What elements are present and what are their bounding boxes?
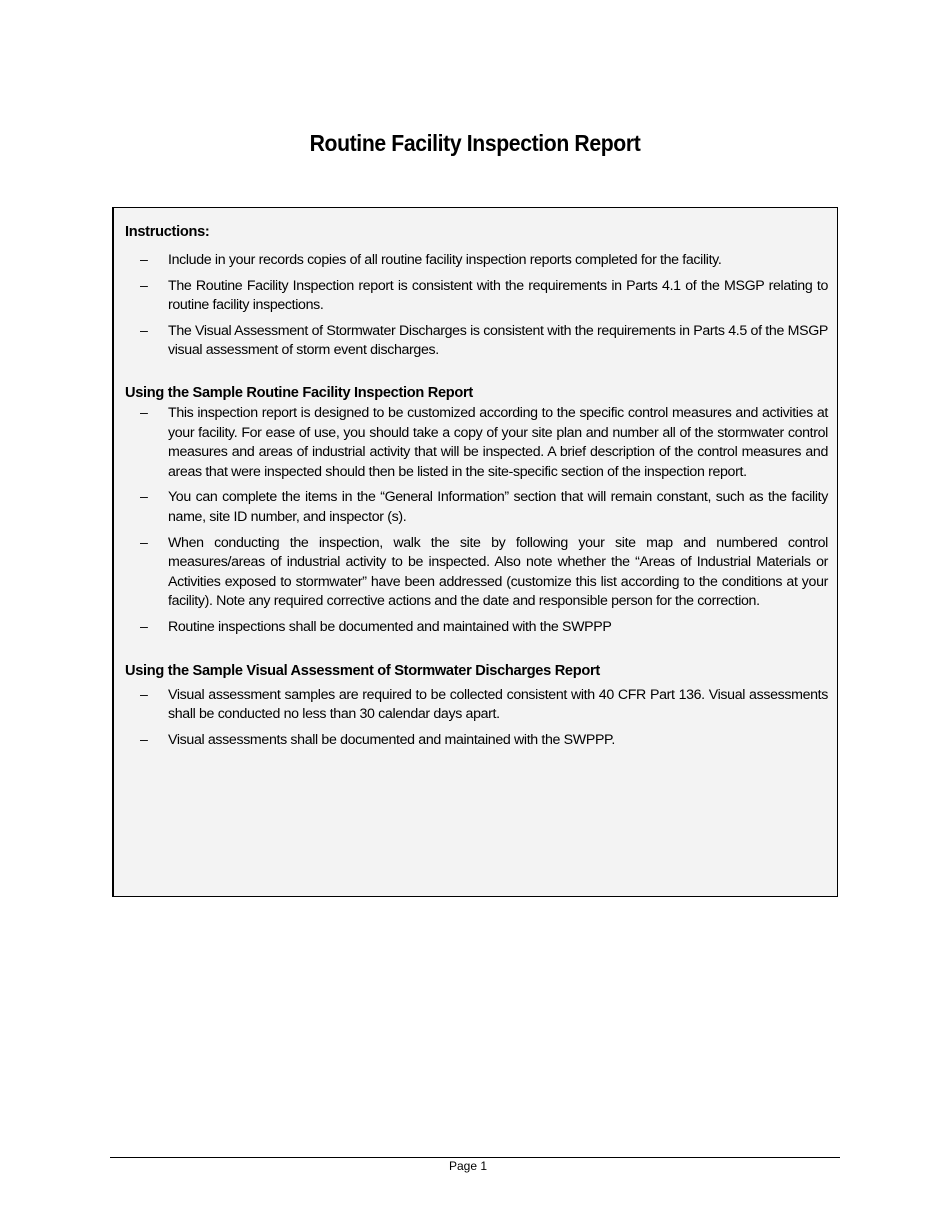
bullet-list [125, 251, 828, 361]
section-instructions [125, 222, 828, 361]
list-item [125, 731, 828, 751]
list-item [125, 404, 828, 482]
list-item-text: You can complete the items in the “General Information” section that will remain constant, such as the facility name, site ID number, and inspector (s). [168, 489, 828, 525]
dash-bullet-icon: – [140, 404, 148, 421]
dash-bullet-icon: – [140, 618, 148, 635]
dash-bullet-icon: – [140, 277, 148, 294]
section-heading: Using the Sample Visual Assessment of Stormwater Discharges Report [125, 662, 600, 679]
section-visual-assessment [125, 661, 828, 751]
dash-bullet-icon: – [140, 731, 148, 748]
list-item-text: Visual assessment samples are required to be collected consistent with 40 CFR Part 136. Visual assessments shall be conducted no less than 30 calendar days apart. [168, 686, 828, 723]
dash-bullet-icon: – [140, 489, 148, 506]
instructions-box [112, 207, 838, 897]
list-item-text: Routine inspections shall be documented and maintained with the SWPPP [168, 618, 612, 635]
dash-bullet-icon: – [140, 252, 148, 268]
list-item [125, 686, 828, 725]
list-item [125, 618, 828, 638]
list-item-text: This inspection report is designed to be customized according to the specific control measures and activities at your facility. For ease of use, you should take a copy of your site plan and number all of the stormwater control measures and areas of industrial activity that will be inspected. A brief description of the control measures and areas that were inspected should then be listed in the site-specific section of the inspection report. [168, 404, 828, 480]
footer-divider [110, 1157, 840, 1158]
page-number: Page 1 [448, 1159, 488, 1173]
instructions-content [125, 222, 828, 756]
list-item-text: When conducting the inspection, walk the site by following your site map and numbered control measures/areas of industrial activity to be inspected. Also note whether the “Areas of Industrial Materials or Activities exposed to stormwater” have been addressed (customize this list according to the conditions at your facility). Note any required corrective actions and the date and responsible person for the correction. [168, 534, 828, 610]
list-item [125, 277, 828, 316]
list-item-text: Include in your records copies of all routine facility inspection reports completed for the facility. [168, 252, 722, 268]
dash-bullet-icon: – [140, 322, 148, 339]
section-heading: Using the Sample Routine Facility Inspection Report [125, 384, 473, 401]
bullet-list [125, 404, 828, 638]
section-routine-inspection [125, 383, 828, 638]
bullet-list [125, 686, 828, 751]
list-item [125, 322, 828, 361]
dash-bullet-icon: – [140, 534, 148, 551]
list-item-text: Visual assessments shall be documented and maintained with the SWPPP. [168, 731, 615, 748]
list-item-text: The Visual Assessment of Stormwater Discharges is consistent with the requirements in Parts 4.5 of the MSGP visual assessment of storm event discharges. [168, 322, 828, 359]
page-title: Routine Facility Inspection Report [309, 130, 641, 156]
list-item-text: The Routine Facility Inspection report is consistent with the requirements in Parts 4.1 of the MSGP relating to routine facility inspections. [168, 277, 828, 314]
list-item [125, 534, 828, 612]
dash-bullet-icon: – [140, 686, 148, 703]
list-item [125, 251, 828, 271]
list-item [125, 488, 828, 527]
section-heading: Instructions: [125, 224, 210, 240]
